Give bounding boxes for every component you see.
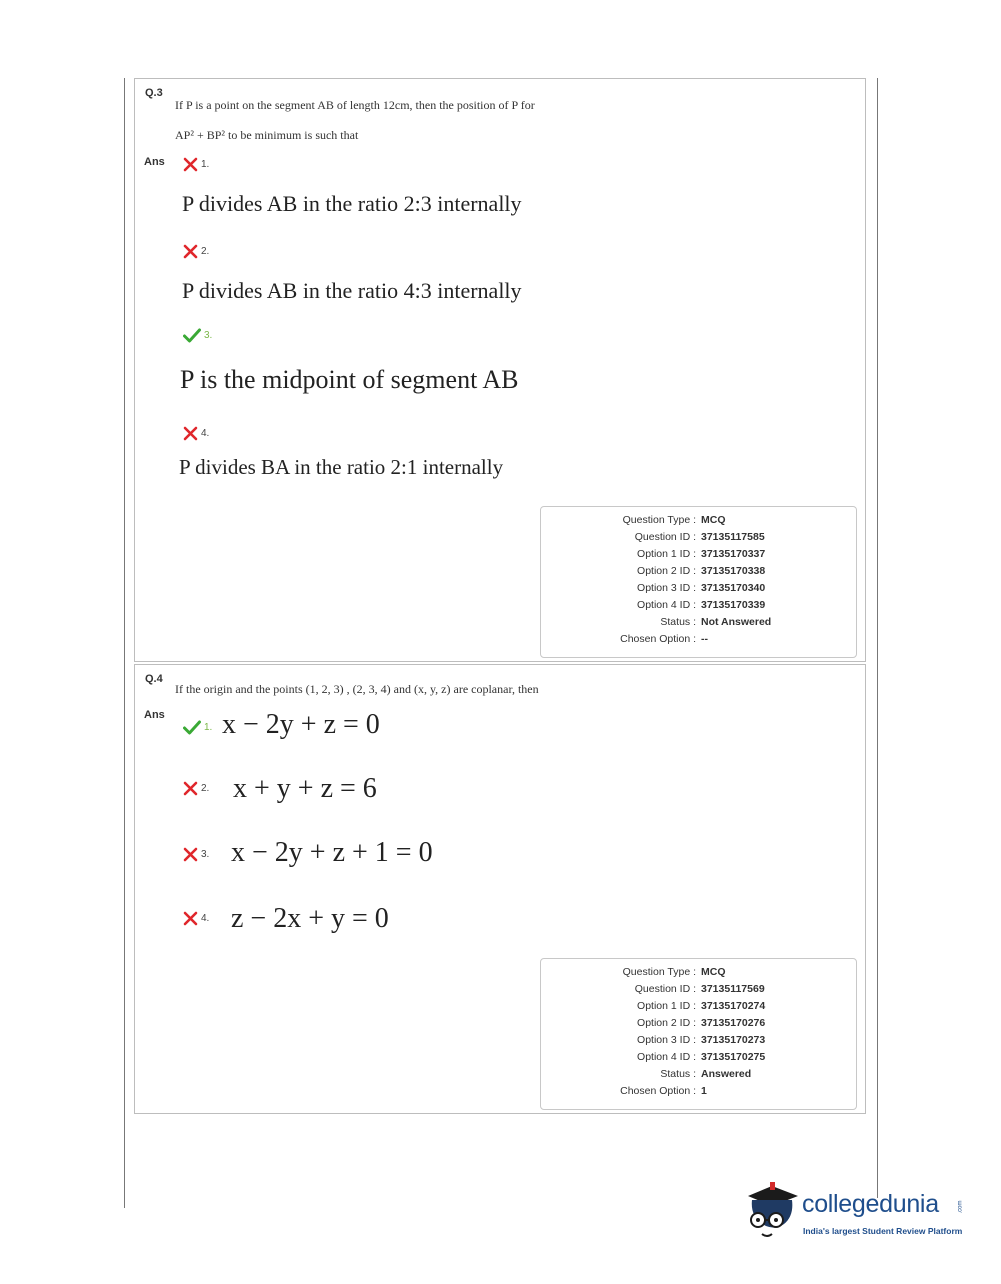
option-1-text: x − 2y + z = 0 bbox=[222, 709, 380, 740]
logo-wordmark: collegedunia bbox=[802, 1190, 939, 1218]
info-row-status: Status : Not Answered bbox=[660, 616, 772, 628]
answer-label: Ans bbox=[144, 709, 165, 721]
option-3-text: P is the midpoint of segment AB bbox=[180, 365, 519, 394]
correct-check-icon bbox=[183, 328, 201, 343]
question-number: Q.4 bbox=[145, 673, 163, 685]
option-2-text: P divides AB in the ratio 4:3 internally bbox=[182, 278, 522, 303]
info-row-question-type: Question Type : MCQ bbox=[622, 966, 726, 978]
option-number: 1. bbox=[201, 159, 210, 170]
wrong-cross-icon bbox=[183, 426, 198, 441]
info-row-option-2-id: Option 2 ID : 37135170338 bbox=[637, 565, 766, 577]
option-number: 4. bbox=[201, 428, 210, 439]
question-text-line-1: If P is a point on the segment AB of length 12cm, then the position of P for bbox=[175, 98, 535, 112]
question-text-line-1: If the origin and the points (1, 2, 3) , (2, 3, 4) and (x, y, z) are coplanar, then bbox=[175, 682, 539, 696]
option-number: 1. bbox=[204, 722, 213, 733]
option-1-marker bbox=[183, 157, 209, 172]
option-number: 4. bbox=[201, 913, 210, 924]
collegedunia-logo[interactable] bbox=[742, 1176, 982, 1256]
info-row-option-4-id: Option 4 ID : 37135170339 bbox=[637, 599, 766, 611]
info-row-option-3-id: Option 3 ID : 37135170273 bbox=[637, 1034, 766, 1046]
wrong-cross-icon bbox=[183, 244, 198, 259]
page-border-left bbox=[124, 78, 125, 1208]
question-3-card bbox=[134, 78, 866, 662]
option-number: 2. bbox=[201, 783, 210, 794]
info-row-chosen-option: Chosen Option : -- bbox=[620, 633, 708, 645]
info-row-option-1-id: Option 1 ID : 37135170337 bbox=[637, 548, 766, 560]
wrong-cross-icon bbox=[183, 781, 198, 796]
info-row-option-3-id: Option 3 ID : 37135170340 bbox=[637, 582, 766, 594]
question-info-panel bbox=[540, 506, 857, 658]
info-row-question-id: Question ID : 37135117569 bbox=[634, 983, 765, 995]
option-3-marker bbox=[183, 328, 212, 343]
info-row-option-1-id: Option 1 ID : 37135170274 bbox=[637, 1000, 766, 1012]
wrong-cross-icon bbox=[183, 157, 198, 172]
info-row-option-4-id: Option 4 ID : 37135170275 bbox=[637, 1051, 766, 1063]
question-4-card bbox=[134, 664, 866, 1114]
option-3-marker bbox=[183, 847, 209, 862]
page-border-right bbox=[877, 78, 878, 1198]
option-1-text: P divides AB in the ratio 2:3 internally bbox=[182, 191, 522, 216]
info-row-option-2-id: Option 2 ID : 37135170276 bbox=[637, 1017, 766, 1029]
option-4-text: z − 2x + y = 0 bbox=[231, 903, 389, 934]
info-row-status: Status : Answered bbox=[660, 1068, 752, 1080]
info-row-question-id: Question ID : 37135117585 bbox=[634, 531, 765, 543]
wrong-cross-icon bbox=[183, 847, 198, 862]
question-number: Q.3 bbox=[145, 87, 163, 99]
option-4-text: P divides BA in the ratio 2:1 internally bbox=[179, 455, 504, 479]
option-4-marker bbox=[183, 426, 209, 441]
option-number: 3. bbox=[201, 849, 210, 860]
graduate-mascot-icon bbox=[742, 1176, 804, 1246]
info-row-question-type: Question Type : MCQ bbox=[622, 514, 726, 526]
question-text-line-2: AP² + BP² to be minimum is such that bbox=[175, 128, 359, 142]
logo-tagline: India's largest Student Review Platform bbox=[803, 1226, 963, 1236]
question-info-panel bbox=[540, 958, 857, 1110]
option-number: 2. bbox=[201, 246, 210, 257]
answer-label: Ans bbox=[144, 156, 165, 168]
option-number: 3. bbox=[204, 330, 213, 341]
info-row-chosen-option: Chosen Option : 1 bbox=[620, 1085, 707, 1097]
wrong-cross-icon bbox=[183, 911, 198, 926]
option-2-marker bbox=[183, 781, 209, 796]
option-1-marker bbox=[183, 720, 212, 735]
correct-check-icon bbox=[183, 720, 201, 735]
option-3-text: x − 2y + z + 1 = 0 bbox=[231, 837, 433, 868]
option-4-marker bbox=[183, 911, 209, 926]
option-2-marker bbox=[183, 244, 209, 259]
logo-domain-suffix: .com bbox=[957, 1200, 964, 1214]
option-2-text: x + y + z = 6 bbox=[233, 773, 377, 804]
